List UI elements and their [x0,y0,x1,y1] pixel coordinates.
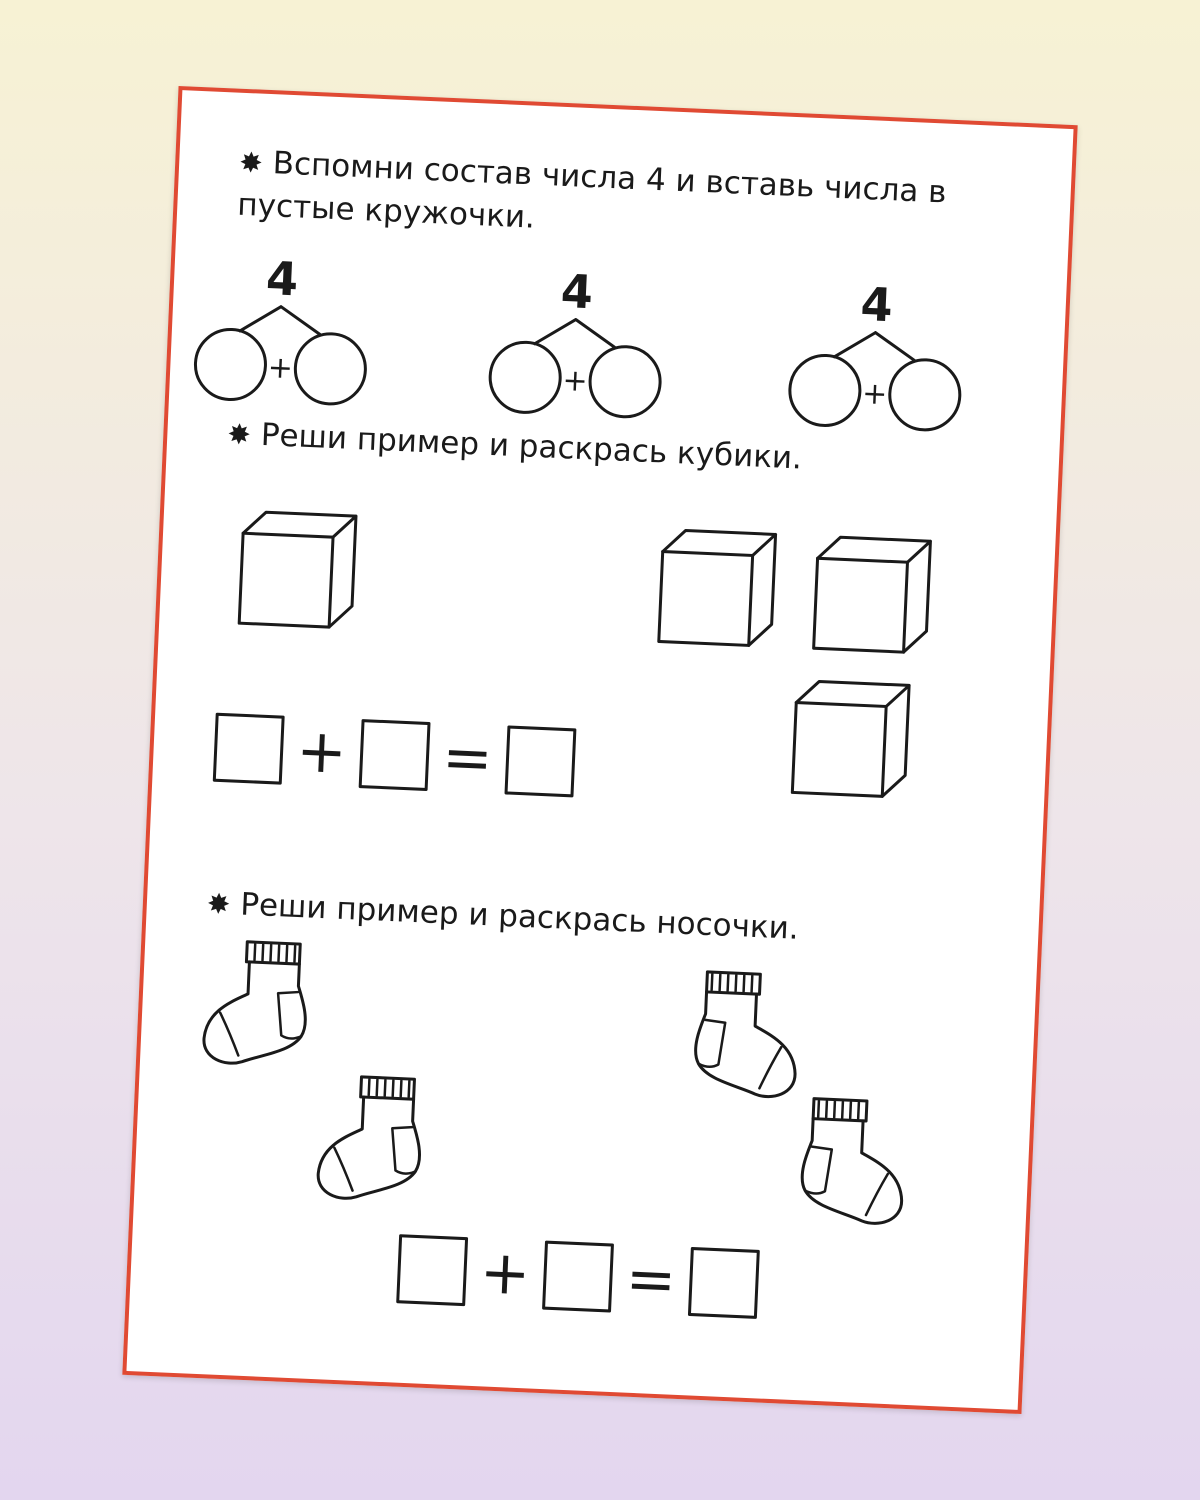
number-tree-1-right-circle[interactable] [294,332,367,405]
equation-cubes-sum-box[interactable] [506,727,575,796]
number-tree-3-plus: + [861,376,889,413]
worksheet-page [122,86,1077,1414]
task-3-text: Реши пример и раскрась носочки. [239,886,800,947]
equation-socks-addend-1-box[interactable] [398,1236,467,1305]
sock-2[interactable] [317,1075,423,1201]
sock-1[interactable] [203,940,309,1066]
number-tree-2-right-circle[interactable] [589,345,662,418]
worksheet-drawings [126,90,1073,1410]
task-2-text: Реши пример и раскрась кубики. [260,416,803,477]
equation-cubes-plus: + [295,715,349,788]
cube-4[interactable] [792,681,909,798]
equation-cubes-addend-1-box[interactable] [214,714,283,783]
cube-1[interactable] [239,511,356,628]
number-tree-1-left-circle[interactable] [194,328,267,401]
number-tree-3 [788,274,964,431]
number-tree-2-plus: + [561,363,589,400]
equation-socks-plus: + [478,1237,532,1310]
star-bullet-icon: ✸ [238,145,264,180]
equation-socks-equals: = [624,1243,678,1316]
sock-3[interactable] [694,972,800,1098]
star-bullet-icon: ✸ [226,417,252,452]
number-tree-2-top: 4 [559,263,595,320]
equation-cubes-addend-2-box[interactable] [360,721,429,790]
number-tree-1-plus: + [267,350,294,387]
task-1-text: Вспомни состав числа 4 и вставь числа в пустые кружочки. [236,145,948,236]
number-tree-3-branches [834,331,915,360]
number-tree-2-branches [535,318,616,347]
cube-3[interactable] [814,536,931,653]
number-tree-1-branches [240,305,321,334]
star-bullet-icon: ✸ [206,887,232,922]
cube-2[interactable] [659,530,776,647]
equation-cubes-equals: = [440,722,495,795]
equation-socks [398,1234,759,1320]
sock-4[interactable] [800,1098,906,1224]
equation-socks-sum-box[interactable] [689,1249,758,1318]
number-tree-3-right-circle[interactable] [888,358,961,431]
number-tree-1-top: 4 [265,251,300,307]
number-tree-2 [489,261,665,418]
number-tree-1 [194,248,370,405]
equation-socks-addend-2-box[interactable] [544,1242,613,1311]
number-tree-3-top: 4 [859,276,894,333]
number-tree-2-left-circle[interactable] [489,341,562,414]
number-tree-3-left-circle[interactable] [788,354,861,427]
equation-cubes [214,712,575,798]
